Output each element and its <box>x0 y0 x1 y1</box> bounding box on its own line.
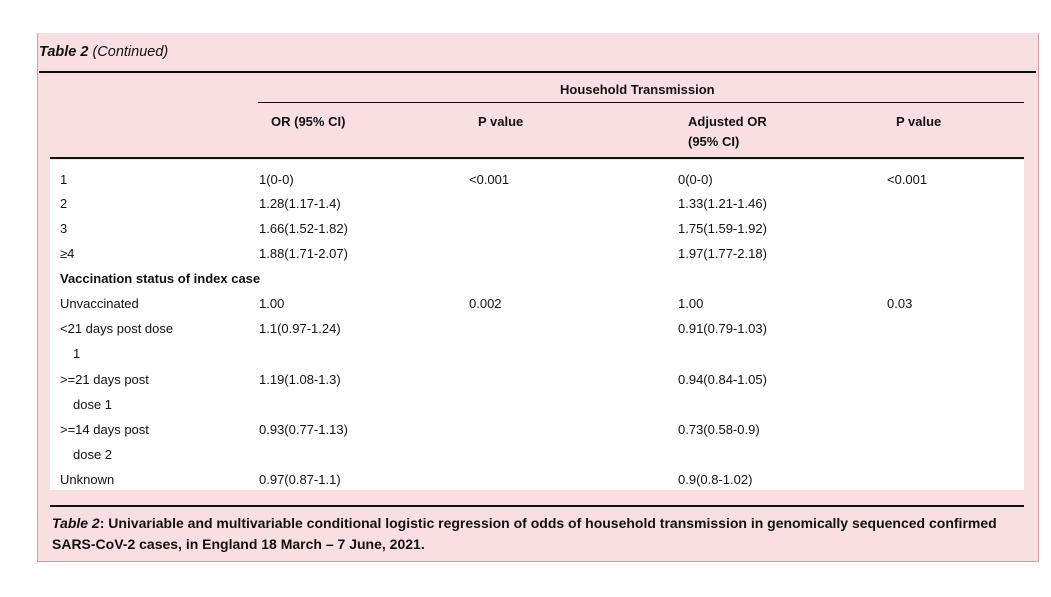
col-header-or: OR (95% CI) <box>271 114 346 129</box>
vacc-row-adjusted-or: 0.94(0.84-1.05) <box>678 372 767 387</box>
vacc-row-label: <21 days post dose <box>60 321 174 336</box>
row-label: 3 <box>60 221 68 236</box>
row-adjusted-or: 1.75(1.59-1.92) <box>678 221 767 236</box>
row-label: 2 <box>60 196 68 211</box>
header-rule <box>50 157 1024 159</box>
vacc-row-or: 1.19(1.08-1.3) <box>259 372 341 387</box>
col-header-p-value: P value <box>478 114 524 129</box>
col-header-adjusted-or-line1: Adjusted OR <box>688 114 767 129</box>
vacc-row-p-value: 0.002 <box>469 296 502 311</box>
row-or: 1(0-0) <box>259 172 294 187</box>
vacc-row-p-value-adjusted: 0.03 <box>887 296 913 311</box>
vacc-row-or: 0.93(0.77-1.13) <box>259 422 348 437</box>
vacc-row-adjusted-or: 0.73(0.58-0.9) <box>678 422 760 437</box>
row-label: ≥4 <box>60 246 75 261</box>
vacc-row-label-cont: 1 <box>73 346 81 361</box>
col-header-adjusted-or-line2: (95% CI) <box>688 134 740 149</box>
table-caption <box>52 513 1012 555</box>
row-adjusted-or: 1.97(1.77-2.18) <box>678 246 767 261</box>
bottom-rule <box>50 505 1024 507</box>
row-p-value-adjusted: <0.001 <box>887 172 928 187</box>
vacc-row-or: 0.97(0.87-1.1) <box>259 472 341 487</box>
vacc-row-label: >=21 days post <box>60 372 149 387</box>
vacc-row-label: >=14 days post <box>60 422 149 437</box>
row-or: 1.66(1.52-1.82) <box>259 221 348 236</box>
vacc-row-adjusted-or: 0.91(0.79-1.03) <box>678 321 767 336</box>
vacc-row-adjusted-or: 1.00 <box>678 296 704 311</box>
vacc-row-or: 1.1(0.97-1.24) <box>259 321 341 336</box>
row-label: 1 <box>60 172 68 187</box>
col-header-p-value-adjusted: P value <box>896 114 942 129</box>
row-or: 1.88(1.71-2.07) <box>259 246 348 261</box>
group-rule <box>258 102 1024 103</box>
top-rule <box>39 71 1036 73</box>
row-adjusted-or: 0(0-0) <box>678 172 713 187</box>
vacc-row-label: Unknown <box>60 472 115 487</box>
group-header: Household Transmission <box>560 82 715 97</box>
row-p-value: <0.001 <box>469 172 510 187</box>
vacc-row-or: 1.00 <box>259 296 285 311</box>
table-title <box>39 44 168 60</box>
vacc-row-label: Unvaccinated <box>60 296 139 311</box>
vacc-row-label-cont: dose 2 <box>73 447 113 462</box>
caption-text: : Univariable and multivariable conditional logistic regression of odds of household transmission in genomically sequenced confirmed SARS-CoV-2 cases, in England 18 March – 7 June, 2021. <box>52 515 997 552</box>
section-title: Vaccination status of index case <box>60 271 261 286</box>
vacc-row-adjusted-or: 0.9(0.8-1.02) <box>678 472 753 487</box>
vacc-row-label-cont: dose 1 <box>73 397 113 412</box>
caption-label: Table 2 <box>52 515 100 531</box>
col-header-adjusted-or <box>688 112 767 152</box>
table-body <box>50 160 1024 490</box>
table-label: Table 2 <box>39 44 89 60</box>
row-adjusted-or: 1.33(1.21-1.46) <box>678 196 767 211</box>
row-or: 1.28(1.17-1.4) <box>259 196 341 211</box>
table-label-suffix: (Continued) <box>92 44 169 60</box>
